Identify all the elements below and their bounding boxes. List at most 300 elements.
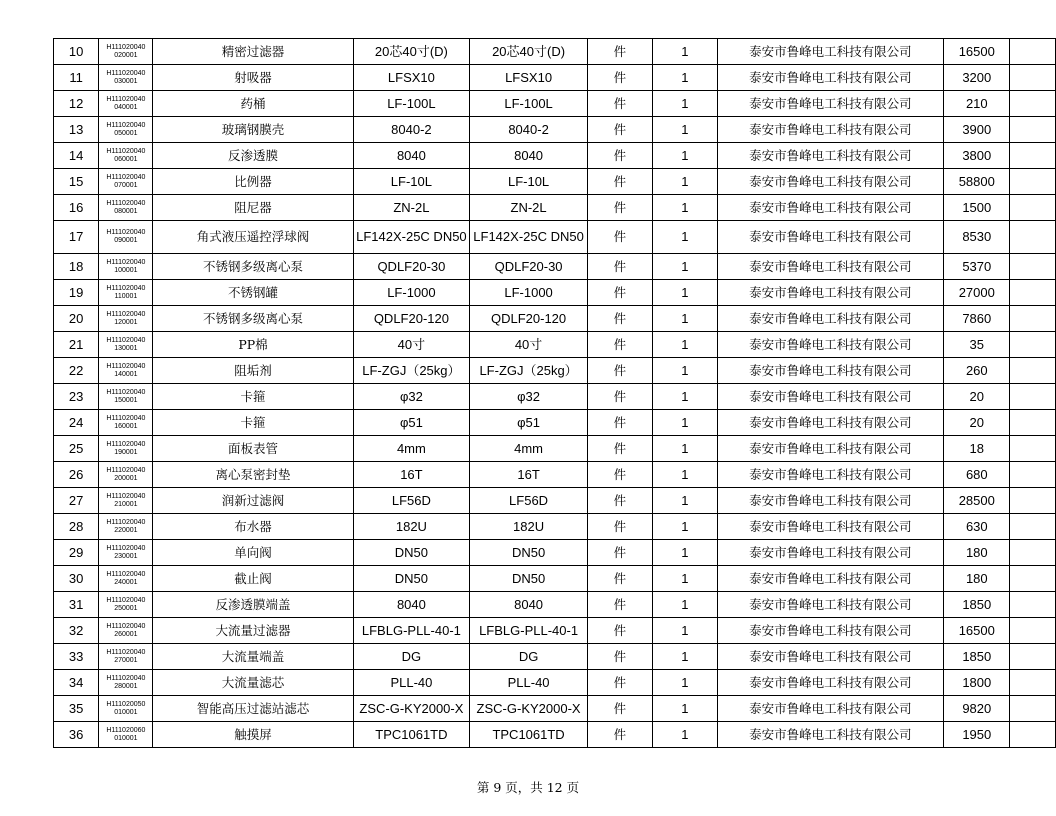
item-spec: LFBLG-PLL-40-1 bbox=[353, 618, 470, 644]
item-unit: 件 bbox=[587, 696, 652, 722]
row-number: 17 bbox=[54, 221, 99, 254]
item-code bbox=[99, 644, 153, 670]
item-code-part: H111020040 bbox=[106, 229, 146, 236]
item-remark bbox=[1010, 195, 1056, 221]
item-name: 药桶 bbox=[153, 91, 353, 117]
item-code-part: H111020040 bbox=[106, 121, 146, 129]
item-unit: 件 bbox=[587, 332, 652, 358]
item-spec: φ51 bbox=[353, 410, 470, 436]
item-price: 180 bbox=[944, 566, 1010, 592]
item-code-part: H111020040 bbox=[106, 674, 146, 682]
item-qty: 1 bbox=[652, 91, 717, 117]
item-spec: LF-100L bbox=[353, 91, 470, 117]
item-supplier: 泰安市鲁峰电工科技有限公司 bbox=[717, 91, 943, 117]
item-qty: 1 bbox=[652, 221, 717, 254]
item-supplier: 泰安市鲁峰电工科技有限公司 bbox=[717, 566, 943, 592]
item-remark bbox=[1010, 91, 1056, 117]
item-code-part: H111020040 bbox=[106, 518, 146, 526]
item-price: 20 bbox=[944, 410, 1010, 436]
item-unit: 件 bbox=[587, 39, 652, 65]
item-code bbox=[99, 410, 153, 436]
item-code bbox=[99, 332, 153, 358]
item-supplier: 泰安市鲁峰电工科技有限公司 bbox=[717, 696, 943, 722]
item-code bbox=[99, 169, 153, 195]
item-remark bbox=[1010, 117, 1056, 143]
item-code-part: 130001 bbox=[114, 344, 138, 352]
item-price: 3800 bbox=[944, 143, 1010, 169]
item-spec: DN50 bbox=[353, 540, 470, 566]
item-remark bbox=[1010, 566, 1056, 592]
row-number: 10 bbox=[54, 39, 99, 65]
item-code-part: H111020040 bbox=[106, 414, 146, 422]
item-code bbox=[99, 540, 153, 566]
item-supplier: 泰安市鲁峰电工科技有限公司 bbox=[717, 280, 943, 306]
item-remark bbox=[1010, 722, 1056, 748]
item-code-part: 270001 bbox=[114, 656, 138, 664]
item-name: 截止阀 bbox=[153, 566, 353, 592]
item-unit: 件 bbox=[587, 254, 652, 280]
item-supplier: 泰安市鲁峰电工科技有限公司 bbox=[717, 332, 943, 358]
item-remark bbox=[1010, 540, 1056, 566]
item-price: 9820 bbox=[944, 696, 1010, 722]
item-unit: 件 bbox=[587, 618, 652, 644]
item-code bbox=[99, 306, 153, 332]
item-code-part: 150001 bbox=[114, 396, 138, 404]
table-row bbox=[54, 358, 1056, 384]
table-row bbox=[54, 644, 1056, 670]
item-remark bbox=[1010, 644, 1056, 670]
row-number: 22 bbox=[54, 358, 99, 384]
item-supplier: 泰安市鲁峰电工科技有限公司 bbox=[717, 722, 943, 748]
item-code-part: H111020040 bbox=[106, 336, 146, 344]
item-unit: 件 bbox=[587, 65, 652, 91]
item-supplier: 泰安市鲁峰电工科技有限公司 bbox=[717, 254, 943, 280]
item-supplier: 泰安市鲁峰电工科技有限公司 bbox=[717, 514, 943, 540]
item-remark bbox=[1010, 670, 1056, 696]
table-row bbox=[54, 91, 1056, 117]
item-supplier: 泰安市鲁峰电工科技有限公司 bbox=[717, 306, 943, 332]
item-price: 20 bbox=[944, 384, 1010, 410]
item-name: 面板表管 bbox=[153, 436, 353, 462]
item-code bbox=[99, 254, 153, 280]
item-price: 16500 bbox=[944, 618, 1010, 644]
item-spec: 4mm bbox=[353, 436, 470, 462]
table-row bbox=[54, 566, 1056, 592]
table-row bbox=[54, 540, 1056, 566]
row-number: 26 bbox=[54, 462, 99, 488]
item-model: 8040-2 bbox=[470, 117, 588, 143]
row-number: 20 bbox=[54, 306, 99, 332]
item-spec: LF56D bbox=[353, 488, 470, 514]
table-row bbox=[54, 514, 1056, 540]
item-unit: 件 bbox=[587, 358, 652, 384]
item-name: 精密过滤器 bbox=[153, 39, 353, 65]
item-spec: LFSX10 bbox=[353, 65, 470, 91]
item-code bbox=[99, 221, 153, 254]
item-qty: 1 bbox=[652, 280, 717, 306]
item-price: 16500 bbox=[944, 39, 1010, 65]
item-unit: 件 bbox=[587, 670, 652, 696]
row-number: 18 bbox=[54, 254, 99, 280]
item-code-part: H111020040 bbox=[106, 147, 146, 155]
item-price: 5370 bbox=[944, 254, 1010, 280]
item-model: 40寸 bbox=[470, 332, 588, 358]
item-code bbox=[99, 514, 153, 540]
table-row bbox=[54, 592, 1056, 618]
item-unit: 件 bbox=[587, 488, 652, 514]
item-unit: 件 bbox=[587, 91, 652, 117]
table-row bbox=[54, 462, 1056, 488]
item-qty: 1 bbox=[652, 410, 717, 436]
item-code-part: H111020040 bbox=[106, 466, 146, 474]
item-qty: 1 bbox=[652, 65, 717, 91]
item-price: 210 bbox=[944, 91, 1010, 117]
item-spec: 16T bbox=[353, 462, 470, 488]
item-code-part: H111020040 bbox=[106, 492, 146, 500]
item-name: 阻尼器 bbox=[153, 195, 353, 221]
table-row bbox=[54, 306, 1056, 332]
item-unit: 件 bbox=[587, 143, 652, 169]
item-price: 1950 bbox=[944, 722, 1010, 748]
item-model: ZSC-G-KY2000-X bbox=[470, 696, 588, 722]
row-number: 19 bbox=[54, 280, 99, 306]
item-name: 智能高压过滤站滤芯 bbox=[153, 696, 353, 722]
item-unit: 件 bbox=[587, 280, 652, 306]
item-unit: 件 bbox=[587, 195, 652, 221]
item-spec: 8040 bbox=[353, 143, 470, 169]
item-code-part: H111020040 bbox=[106, 95, 146, 103]
item-qty: 1 bbox=[652, 306, 717, 332]
item-spec: DG bbox=[353, 644, 470, 670]
item-qty: 1 bbox=[652, 254, 717, 280]
parts-table bbox=[53, 38, 1056, 748]
item-code-part: 020001 bbox=[114, 51, 138, 59]
item-code-part: H111020040 bbox=[106, 622, 146, 630]
item-remark bbox=[1010, 514, 1056, 540]
item-supplier: 泰安市鲁峰电工科技有限公司 bbox=[717, 540, 943, 566]
item-code-part: 080001 bbox=[114, 207, 138, 215]
item-qty: 1 bbox=[652, 143, 717, 169]
item-code bbox=[99, 358, 153, 384]
table-row bbox=[54, 169, 1056, 195]
item-code-part: H111020040 bbox=[106, 43, 146, 51]
item-name: 角式液压遥控浮球阀 bbox=[153, 221, 353, 254]
item-code-part: H111020040 bbox=[106, 284, 146, 292]
row-number: 14 bbox=[54, 143, 99, 169]
row-number: 29 bbox=[54, 540, 99, 566]
item-code-part: 040001 bbox=[114, 103, 138, 111]
item-qty: 1 bbox=[652, 514, 717, 540]
item-supplier: 泰安市鲁峰电工科技有限公司 bbox=[717, 169, 943, 195]
item-unit: 件 bbox=[587, 306, 652, 332]
item-code-part: H111020040 bbox=[106, 310, 146, 318]
row-number: 15 bbox=[54, 169, 99, 195]
item-remark bbox=[1010, 306, 1056, 332]
item-model: LFBLG-PLL-40-1 bbox=[470, 618, 588, 644]
row-number: 12 bbox=[54, 91, 99, 117]
row-number: 21 bbox=[54, 332, 99, 358]
item-qty: 1 bbox=[652, 117, 717, 143]
item-unit: 件 bbox=[587, 410, 652, 436]
item-qty: 1 bbox=[652, 195, 717, 221]
item-unit: 件 bbox=[587, 514, 652, 540]
item-model: DN50 bbox=[470, 566, 588, 592]
item-qty: 1 bbox=[652, 332, 717, 358]
item-price: 58800 bbox=[944, 169, 1010, 195]
item-unit: 件 bbox=[587, 566, 652, 592]
item-code bbox=[99, 592, 153, 618]
item-qty: 1 bbox=[652, 358, 717, 384]
item-code-part: H111020060 bbox=[106, 726, 146, 734]
item-price: 7860 bbox=[944, 306, 1010, 332]
item-code bbox=[99, 436, 153, 462]
item-code bbox=[99, 462, 153, 488]
item-price: 28500 bbox=[944, 488, 1010, 514]
item-code-part: H111020040 bbox=[106, 69, 146, 77]
item-model: LF142X-25C DN50 bbox=[470, 221, 588, 254]
item-remark bbox=[1010, 221, 1056, 254]
table-row bbox=[54, 332, 1056, 358]
item-code-part: H111020050 bbox=[106, 700, 146, 708]
row-number: 25 bbox=[54, 436, 99, 462]
table-row bbox=[54, 696, 1056, 722]
item-code-part: 010001 bbox=[114, 734, 138, 742]
item-supplier: 泰安市鲁峰电工科技有限公司 bbox=[717, 436, 943, 462]
item-code-part: 050001 bbox=[114, 129, 138, 137]
row-number: 33 bbox=[54, 644, 99, 670]
item-model: LF56D bbox=[470, 488, 588, 514]
item-price: 3900 bbox=[944, 117, 1010, 143]
item-qty: 1 bbox=[652, 436, 717, 462]
page-footer: 第 9 页，共 12 页 bbox=[476, 780, 580, 795]
item-remark bbox=[1010, 384, 1056, 410]
item-supplier: 泰安市鲁峰电工科技有限公司 bbox=[717, 384, 943, 410]
item-code-part: 090001 bbox=[114, 237, 138, 244]
item-code-part: H111020040 bbox=[106, 173, 146, 181]
item-spec: LF-10L bbox=[353, 169, 470, 195]
item-code-part: H111020040 bbox=[106, 388, 146, 396]
item-qty: 1 bbox=[652, 462, 717, 488]
item-code-part: H111020040 bbox=[106, 258, 146, 266]
item-code-part: 060001 bbox=[114, 155, 138, 163]
item-remark bbox=[1010, 410, 1056, 436]
item-code bbox=[99, 618, 153, 644]
item-code bbox=[99, 117, 153, 143]
item-code-part: 240001 bbox=[114, 578, 138, 586]
item-code bbox=[99, 280, 153, 306]
item-remark bbox=[1010, 436, 1056, 462]
item-supplier: 泰安市鲁峰电工科技有限公司 bbox=[717, 644, 943, 670]
item-name: 阻垢剂 bbox=[153, 358, 353, 384]
item-code-part: 030001 bbox=[114, 77, 138, 85]
item-qty: 1 bbox=[652, 592, 717, 618]
row-number: 31 bbox=[54, 592, 99, 618]
item-unit: 件 bbox=[587, 722, 652, 748]
item-supplier: 泰安市鲁峰电工科技有限公司 bbox=[717, 195, 943, 221]
item-model: DG bbox=[470, 644, 588, 670]
item-spec: PLL-40 bbox=[353, 670, 470, 696]
item-unit: 件 bbox=[587, 540, 652, 566]
item-name: PP棉 bbox=[153, 332, 353, 358]
item-model: LF-1000 bbox=[470, 280, 588, 306]
item-code-part: 190001 bbox=[114, 448, 138, 456]
item-model: 16T bbox=[470, 462, 588, 488]
item-remark bbox=[1010, 39, 1056, 65]
item-supplier: 泰安市鲁峰电工科技有限公司 bbox=[717, 358, 943, 384]
item-code bbox=[99, 722, 153, 748]
item-name: 卡箍 bbox=[153, 410, 353, 436]
item-qty: 1 bbox=[652, 670, 717, 696]
item-supplier: 泰安市鲁峰电工科技有限公司 bbox=[717, 462, 943, 488]
table-row bbox=[54, 436, 1056, 462]
item-spec: QDLF20-120 bbox=[353, 306, 470, 332]
item-model: QDLF20-120 bbox=[470, 306, 588, 332]
item-spec: 8040-2 bbox=[353, 117, 470, 143]
item-remark bbox=[1010, 618, 1056, 644]
item-remark bbox=[1010, 358, 1056, 384]
item-price: 27000 bbox=[944, 280, 1010, 306]
item-supplier: 泰安市鲁峰电工科技有限公司 bbox=[717, 670, 943, 696]
item-name: 玻璃钢膜壳 bbox=[153, 117, 353, 143]
item-code bbox=[99, 566, 153, 592]
item-unit: 件 bbox=[587, 592, 652, 618]
item-unit: 件 bbox=[587, 117, 652, 143]
item-unit: 件 bbox=[587, 436, 652, 462]
item-name: 射吸器 bbox=[153, 65, 353, 91]
item-model: 4mm bbox=[470, 436, 588, 462]
item-spec: ZSC-G-KY2000-X bbox=[353, 696, 470, 722]
item-qty: 1 bbox=[652, 722, 717, 748]
item-remark bbox=[1010, 254, 1056, 280]
item-code-part: 220001 bbox=[114, 526, 138, 534]
row-number: 27 bbox=[54, 488, 99, 514]
row-number: 13 bbox=[54, 117, 99, 143]
item-name: 反渗透膜端盖 bbox=[153, 592, 353, 618]
item-price: 260 bbox=[944, 358, 1010, 384]
table-row bbox=[54, 117, 1056, 143]
item-code bbox=[99, 39, 153, 65]
item-model: 8040 bbox=[470, 143, 588, 169]
item-spec: 182U bbox=[353, 514, 470, 540]
item-spec: LF-1000 bbox=[353, 280, 470, 306]
item-code-part: 160001 bbox=[114, 422, 138, 430]
item-qty: 1 bbox=[652, 618, 717, 644]
item-code-part: 140001 bbox=[114, 370, 138, 378]
item-code-part: 120001 bbox=[114, 318, 138, 326]
item-name: 不锈钢罐 bbox=[153, 280, 353, 306]
item-code bbox=[99, 670, 153, 696]
item-unit: 件 bbox=[587, 169, 652, 195]
table-row bbox=[54, 384, 1056, 410]
item-spec: QDLF20-30 bbox=[353, 254, 470, 280]
item-unit: 件 bbox=[587, 644, 652, 670]
item-remark bbox=[1010, 462, 1056, 488]
item-model: φ51 bbox=[470, 410, 588, 436]
item-name: 润新过滤阀 bbox=[153, 488, 353, 514]
item-supplier: 泰安市鲁峰电工科技有限公司 bbox=[717, 143, 943, 169]
table-row bbox=[54, 280, 1056, 306]
item-unit: 件 bbox=[587, 384, 652, 410]
item-supplier: 泰安市鲁峰电工科技有限公司 bbox=[717, 65, 943, 91]
item-price: 18 bbox=[944, 436, 1010, 462]
row-number: 28 bbox=[54, 514, 99, 540]
row-number: 11 bbox=[54, 65, 99, 91]
item-model: TPC1061TD bbox=[470, 722, 588, 748]
item-name: 不锈钢多级离心泵 bbox=[153, 306, 353, 332]
item-spec: TPC1061TD bbox=[353, 722, 470, 748]
item-model: 8040 bbox=[470, 592, 588, 618]
table-row bbox=[54, 722, 1056, 748]
item-code bbox=[99, 384, 153, 410]
item-code-part: 100001 bbox=[114, 266, 138, 274]
item-code-part: 110001 bbox=[114, 292, 138, 300]
item-code-part: 200001 bbox=[114, 474, 138, 482]
item-code-part: 210001 bbox=[114, 500, 138, 508]
item-remark bbox=[1010, 696, 1056, 722]
table-row bbox=[54, 618, 1056, 644]
item-model: LFSX10 bbox=[470, 65, 588, 91]
item-name: 大流量端盖 bbox=[153, 644, 353, 670]
item-model: 182U bbox=[470, 514, 588, 540]
item-model: DN50 bbox=[470, 540, 588, 566]
item-supplier: 泰安市鲁峰电工科技有限公司 bbox=[717, 221, 943, 254]
item-remark bbox=[1010, 280, 1056, 306]
row-number: 35 bbox=[54, 696, 99, 722]
item-name: 触摸屏 bbox=[153, 722, 353, 748]
row-number: 30 bbox=[54, 566, 99, 592]
item-price: 1500 bbox=[944, 195, 1010, 221]
item-qty: 1 bbox=[652, 540, 717, 566]
item-code bbox=[99, 143, 153, 169]
item-spec: 8040 bbox=[353, 592, 470, 618]
item-remark bbox=[1010, 143, 1056, 169]
item-supplier: 泰安市鲁峰电工科技有限公司 bbox=[717, 39, 943, 65]
item-spec: 20芯40寸(D) bbox=[353, 39, 470, 65]
item-price: 3200 bbox=[944, 65, 1010, 91]
item-qty: 1 bbox=[652, 39, 717, 65]
item-qty: 1 bbox=[652, 169, 717, 195]
item-code bbox=[99, 65, 153, 91]
item-name: 大流量滤芯 bbox=[153, 670, 353, 696]
item-name: 卡箍 bbox=[153, 384, 353, 410]
item-name: 离心泵密封垫 bbox=[153, 462, 353, 488]
item-code-part: H111020040 bbox=[106, 362, 146, 370]
item-model: 20芯40寸(D) bbox=[470, 39, 588, 65]
table-row bbox=[54, 143, 1056, 169]
item-qty: 1 bbox=[652, 384, 717, 410]
table-row bbox=[54, 65, 1056, 91]
item-spec: ZN-2L bbox=[353, 195, 470, 221]
item-model: LF-100L bbox=[470, 91, 588, 117]
item-price: 630 bbox=[944, 514, 1010, 540]
item-code-part: H111020040 bbox=[106, 544, 146, 552]
item-remark bbox=[1010, 488, 1056, 514]
table-row bbox=[54, 670, 1056, 696]
item-code-part: H111020040 bbox=[106, 596, 146, 604]
item-price: 1850 bbox=[944, 644, 1010, 670]
item-code-part: 070001 bbox=[114, 181, 138, 189]
item-spec: LF142X-25C DN50 bbox=[353, 221, 470, 254]
item-qty: 1 bbox=[652, 644, 717, 670]
item-name: 布水器 bbox=[153, 514, 353, 540]
item-name: 反渗透膜 bbox=[153, 143, 353, 169]
item-model: PLL-40 bbox=[470, 670, 588, 696]
item-name: 不锈钢多级离心泵 bbox=[153, 254, 353, 280]
item-code-part: 230001 bbox=[114, 552, 138, 560]
table-row bbox=[54, 488, 1056, 514]
table-row bbox=[54, 39, 1056, 65]
item-name: 大流量过滤器 bbox=[153, 618, 353, 644]
